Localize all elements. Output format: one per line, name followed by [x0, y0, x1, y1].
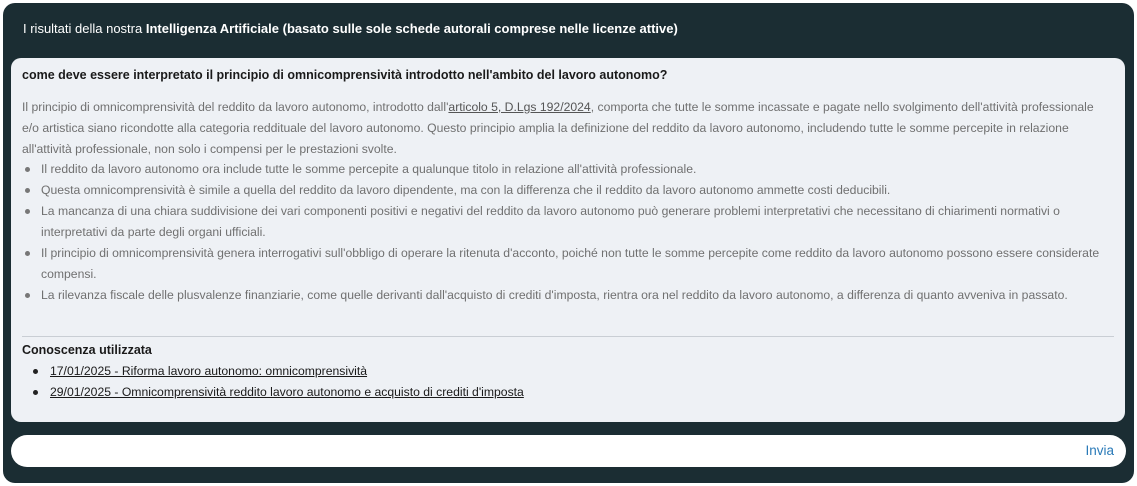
chat-input-bar [11, 435, 1126, 467]
article-link[interactable]: articolo 5, D.Lgs 192/2024 [448, 100, 591, 114]
question-text: come deve essere interpretato il principio di omnicomprensività introdotto nell'ambito del lavoro autonomo? [22, 68, 668, 82]
send-button[interactable]: Invia [1085, 441, 1114, 461]
answer-bullet: Questa omnicomprensività è simile a quella del reddito da lavoro dipendente, ma con la differenza che il reddito da lavoro autonomo ammette costi deducibili. [22, 180, 1114, 201]
knowledge-link[interactable]: 29/01/2025 - Omnicomprensività reddito lavoro autonomo e acquisto di crediti d'imposta [50, 385, 524, 399]
answer-bullet: Il principio di omnicomprensività genera interrogativi sull'obbligo di operare la ritenuta d'acconto, poiché non tutte le somme percepite come reddito da lavoro autonomo possono essere considerate compensi. [22, 243, 1114, 285]
knowledge-item [22, 361, 524, 382]
answer-intro-start: Il principio di omnicomprensività del reddito da lavoro autonomo, introdotto dall' [22, 100, 449, 114]
knowledge-link[interactable]: 17/01/2025 - Riforma lavoro autonomo: omnicomprensività [50, 364, 368, 378]
answer-bullet: La rilevanza fiscale delle plusvalenze finanziarie, come quelle derivanti dall'acquisto di crediti d'imposta, rientra ora nel reddito da lavoro autonomo, a differenza di quanto avveniva in passato. [22, 285, 1114, 306]
header-title: Intelligenza Artificiale (basato sulle sole schede autorali comprese nelle licenze attive) [145, 21, 678, 36]
header-prefix: I risultati della nostra [23, 21, 146, 36]
divider [22, 336, 1114, 337]
answer-intro [22, 97, 1110, 160]
knowledge-item [22, 382, 524, 403]
answer-intro-end: , comporta che tutte le somme incassate e pagate nello svolgimento dell'attività professionale e/o artistica siano ricondotte alla categoria reddituale del lavoro autonomo. Questo principio amplia la definizione del reddito da lavoro autonomo, includendo tutte le somme percepite in relazione all'attività professionale, non solo i compensi per le prestazioni svolte. [22, 100, 1094, 156]
ai-results-panel [3, 3, 1134, 483]
panel-header [23, 19, 678, 39]
answer-card [11, 58, 1125, 422]
answer-bullet-list [22, 159, 1114, 306]
knowledge-title: Conoscenza utilizzata [22, 343, 152, 357]
answer-bullet: La mancanza di una chiara suddivisione dei vari componenti positivi e negativi del reddito da lavoro autonomo può generare problemi interpretativi che necessitano di chiarimenti normativi o interpretativi da parte degli organi ufficiali. [22, 201, 1114, 243]
chat-input[interactable] [25, 439, 1049, 465]
answer-bullet: Il reddito da lavoro autonomo ora include tutte le somme percepite a qualunque titolo in relazione all'attività professionale. [22, 159, 1114, 180]
knowledge-list [22, 361, 524, 403]
